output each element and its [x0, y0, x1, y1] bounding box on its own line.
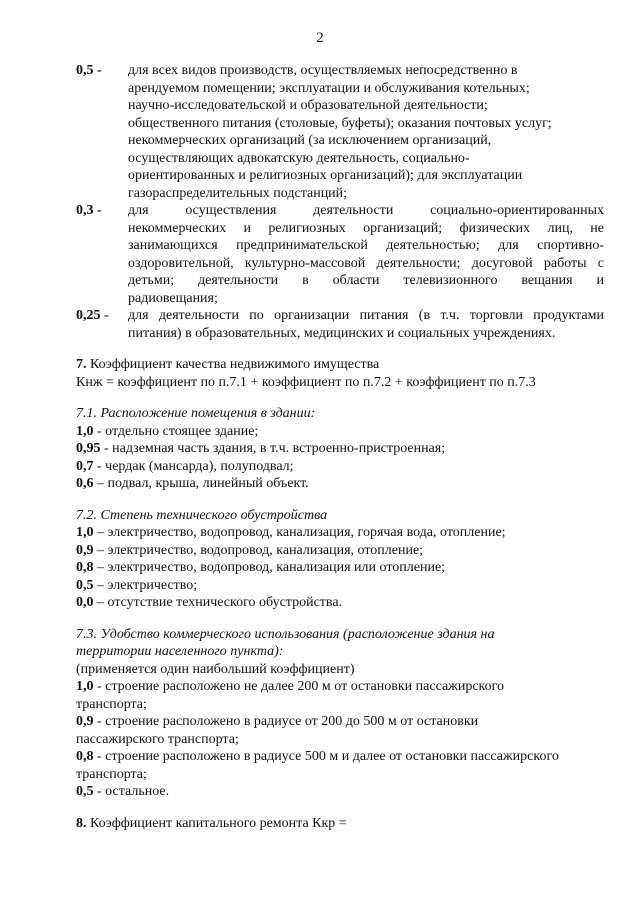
- list-item: [76, 475, 604, 493]
- document-body: [76, 62, 604, 832]
- rate-coefficient: 0,3 -: [76, 203, 102, 218]
- rate-description: [128, 307, 604, 342]
- text-line: общественного питания (столовые, буфеты); оказания почтовых услуг;: [128, 115, 552, 131]
- list-item: [76, 713, 604, 731]
- item-text: – подвал, крыша, линейный объект.: [93, 476, 309, 491]
- item-coefficient: 0,6: [76, 476, 94, 491]
- text-line: для деятельности по организации питания (в т.ч. торговли продуктами: [128, 308, 604, 323]
- item-text: - строение расположено в радиусе 500 м и далее от остановки пассажирского: [93, 749, 559, 764]
- item-coefficient: 0,8: [76, 749, 94, 764]
- item-text: – электричество;: [93, 577, 198, 593]
- list-item: [76, 542, 604, 560]
- rate-description: [128, 202, 604, 307]
- list-item: [76, 559, 604, 577]
- item-text: – электричество, водопровод, канализация или отопление;: [93, 560, 446, 575]
- text-line: арендуемом помещении; эксплуатации и обслуживания котельных;: [128, 80, 530, 96]
- item-coefficient: 0,9: [76, 714, 94, 729]
- item-coefficient: 1,0: [76, 679, 94, 694]
- rate-item: [76, 307, 604, 342]
- text-line: ориентированных и религиозных организаций); для эксплуатации: [128, 168, 523, 183]
- item-coefficient: 0,8: [76, 560, 94, 575]
- item-text: - остальное.: [93, 784, 170, 799]
- item-text: – электричество, водопровод, канализация, горячая вода, отопление;: [93, 525, 506, 540]
- page-number: 2: [316, 30, 324, 46]
- item-text: – отсутствие технического обустройства.: [93, 595, 343, 610]
- item-text: – электричество, водопровод, канализация, отопление;: [93, 542, 424, 558]
- item-coefficient: 0,5: [76, 784, 94, 799]
- list-item: [76, 783, 604, 801]
- subsection-7-2-title: 7.2. Степень технического обустройства: [76, 507, 328, 523]
- text-line: детьми; деятельности в области телевизионного вещания и: [128, 273, 604, 288]
- text-line: питания) в образовательных, медицинских и социальных учреждениях.: [128, 325, 556, 341]
- item-coefficient: 0,9: [76, 542, 94, 558]
- list-item: [76, 577, 604, 595]
- item-coefficient: 1,0: [76, 525, 94, 540]
- subsection-7-3-title: 7.3. Удобство коммерческого использования (расположение здания на: [76, 626, 495, 642]
- text-line: некоммерческих организаций (за исключением организаций,: [128, 133, 492, 148]
- rate-item: [76, 62, 604, 202]
- subsection-7-3-title-cont: территории населенного пункта):: [76, 644, 284, 659]
- item-coefficient: 0,0: [76, 595, 94, 610]
- list-item-cont: пассажирского транспорта;: [76, 731, 239, 747]
- rate-item: [76, 202, 604, 307]
- item-coefficient: 1,0: [76, 423, 94, 439]
- section-7-heading: [76, 356, 604, 374]
- section-number: 7.: [76, 357, 87, 372]
- item-text: - чердак (мансарда), полуподвал;: [93, 458, 294, 474]
- text-line: для осуществления деятельности социально-ориентированных: [128, 203, 604, 218]
- list-item: [76, 748, 604, 766]
- text-line: научно-исследовательской и образовательной деятельности;: [128, 98, 488, 113]
- rate-description: [128, 62, 604, 202]
- item-coefficient: 0,95: [76, 441, 101, 456]
- section-title: Коэффициент качества недвижимого имущества: [86, 357, 380, 372]
- text-line: оздоровительной, культурно-массовой деятельности; досуговой работы с: [128, 255, 604, 271]
- list-item: [76, 423, 604, 441]
- section-number: 8.: [76, 815, 87, 831]
- list-item: [76, 458, 604, 476]
- section-7-formula: Кнж = коэффициент по п.7.1 + коэффициент по п.7.2 + коэффициент по п.7.3: [76, 374, 536, 390]
- section-8-heading: [76, 815, 604, 833]
- item-text: - надземная часть здания, в т.ч. встроенно-пристроенная;: [100, 441, 446, 456]
- rate-coefficient: 0,25 -: [76, 308, 109, 323]
- rate-coefficient: 0,5 -: [76, 63, 102, 78]
- list-item: [76, 678, 604, 696]
- text-line: осуществляющих адвокатскую деятельность, социально-: [128, 150, 470, 166]
- list-item: [76, 440, 604, 458]
- text-line: радиовещания;: [128, 290, 218, 306]
- list-item-cont: транспорта;: [76, 766, 147, 782]
- section-title: Коэффициент капитального ремонта Ккр =: [86, 815, 347, 831]
- text-line: занимающихся предпринимательской деятельностью; для спортивно-: [128, 238, 604, 253]
- subsection-note: (применяется один наибольший коэффициент): [76, 661, 355, 677]
- list-item-cont: транспорта;: [76, 696, 147, 712]
- item-text: - строение расположено в радиусе от 200 до 500 м от остановки: [93, 714, 479, 729]
- text-line: газораспределительных подстанций;: [128, 185, 348, 201]
- text-line: некоммерческих и религиозных организаций; физических лиц, не: [128, 220, 604, 236]
- list-item: [76, 594, 604, 612]
- item-coefficient: 0,5: [76, 577, 94, 593]
- list-item: [76, 524, 604, 542]
- item-coefficient: 0,7: [76, 458, 94, 474]
- text-line: для всех видов производств, осуществляемых непосредственно в: [128, 63, 518, 78]
- subsection-7-1-title: 7.1. Расположение помещения в здании:: [76, 406, 316, 421]
- item-text: - отдельно стоящее здание;: [93, 423, 259, 439]
- item-text: - строение расположено не далее 200 м от остановки пассажирского: [93, 679, 505, 694]
